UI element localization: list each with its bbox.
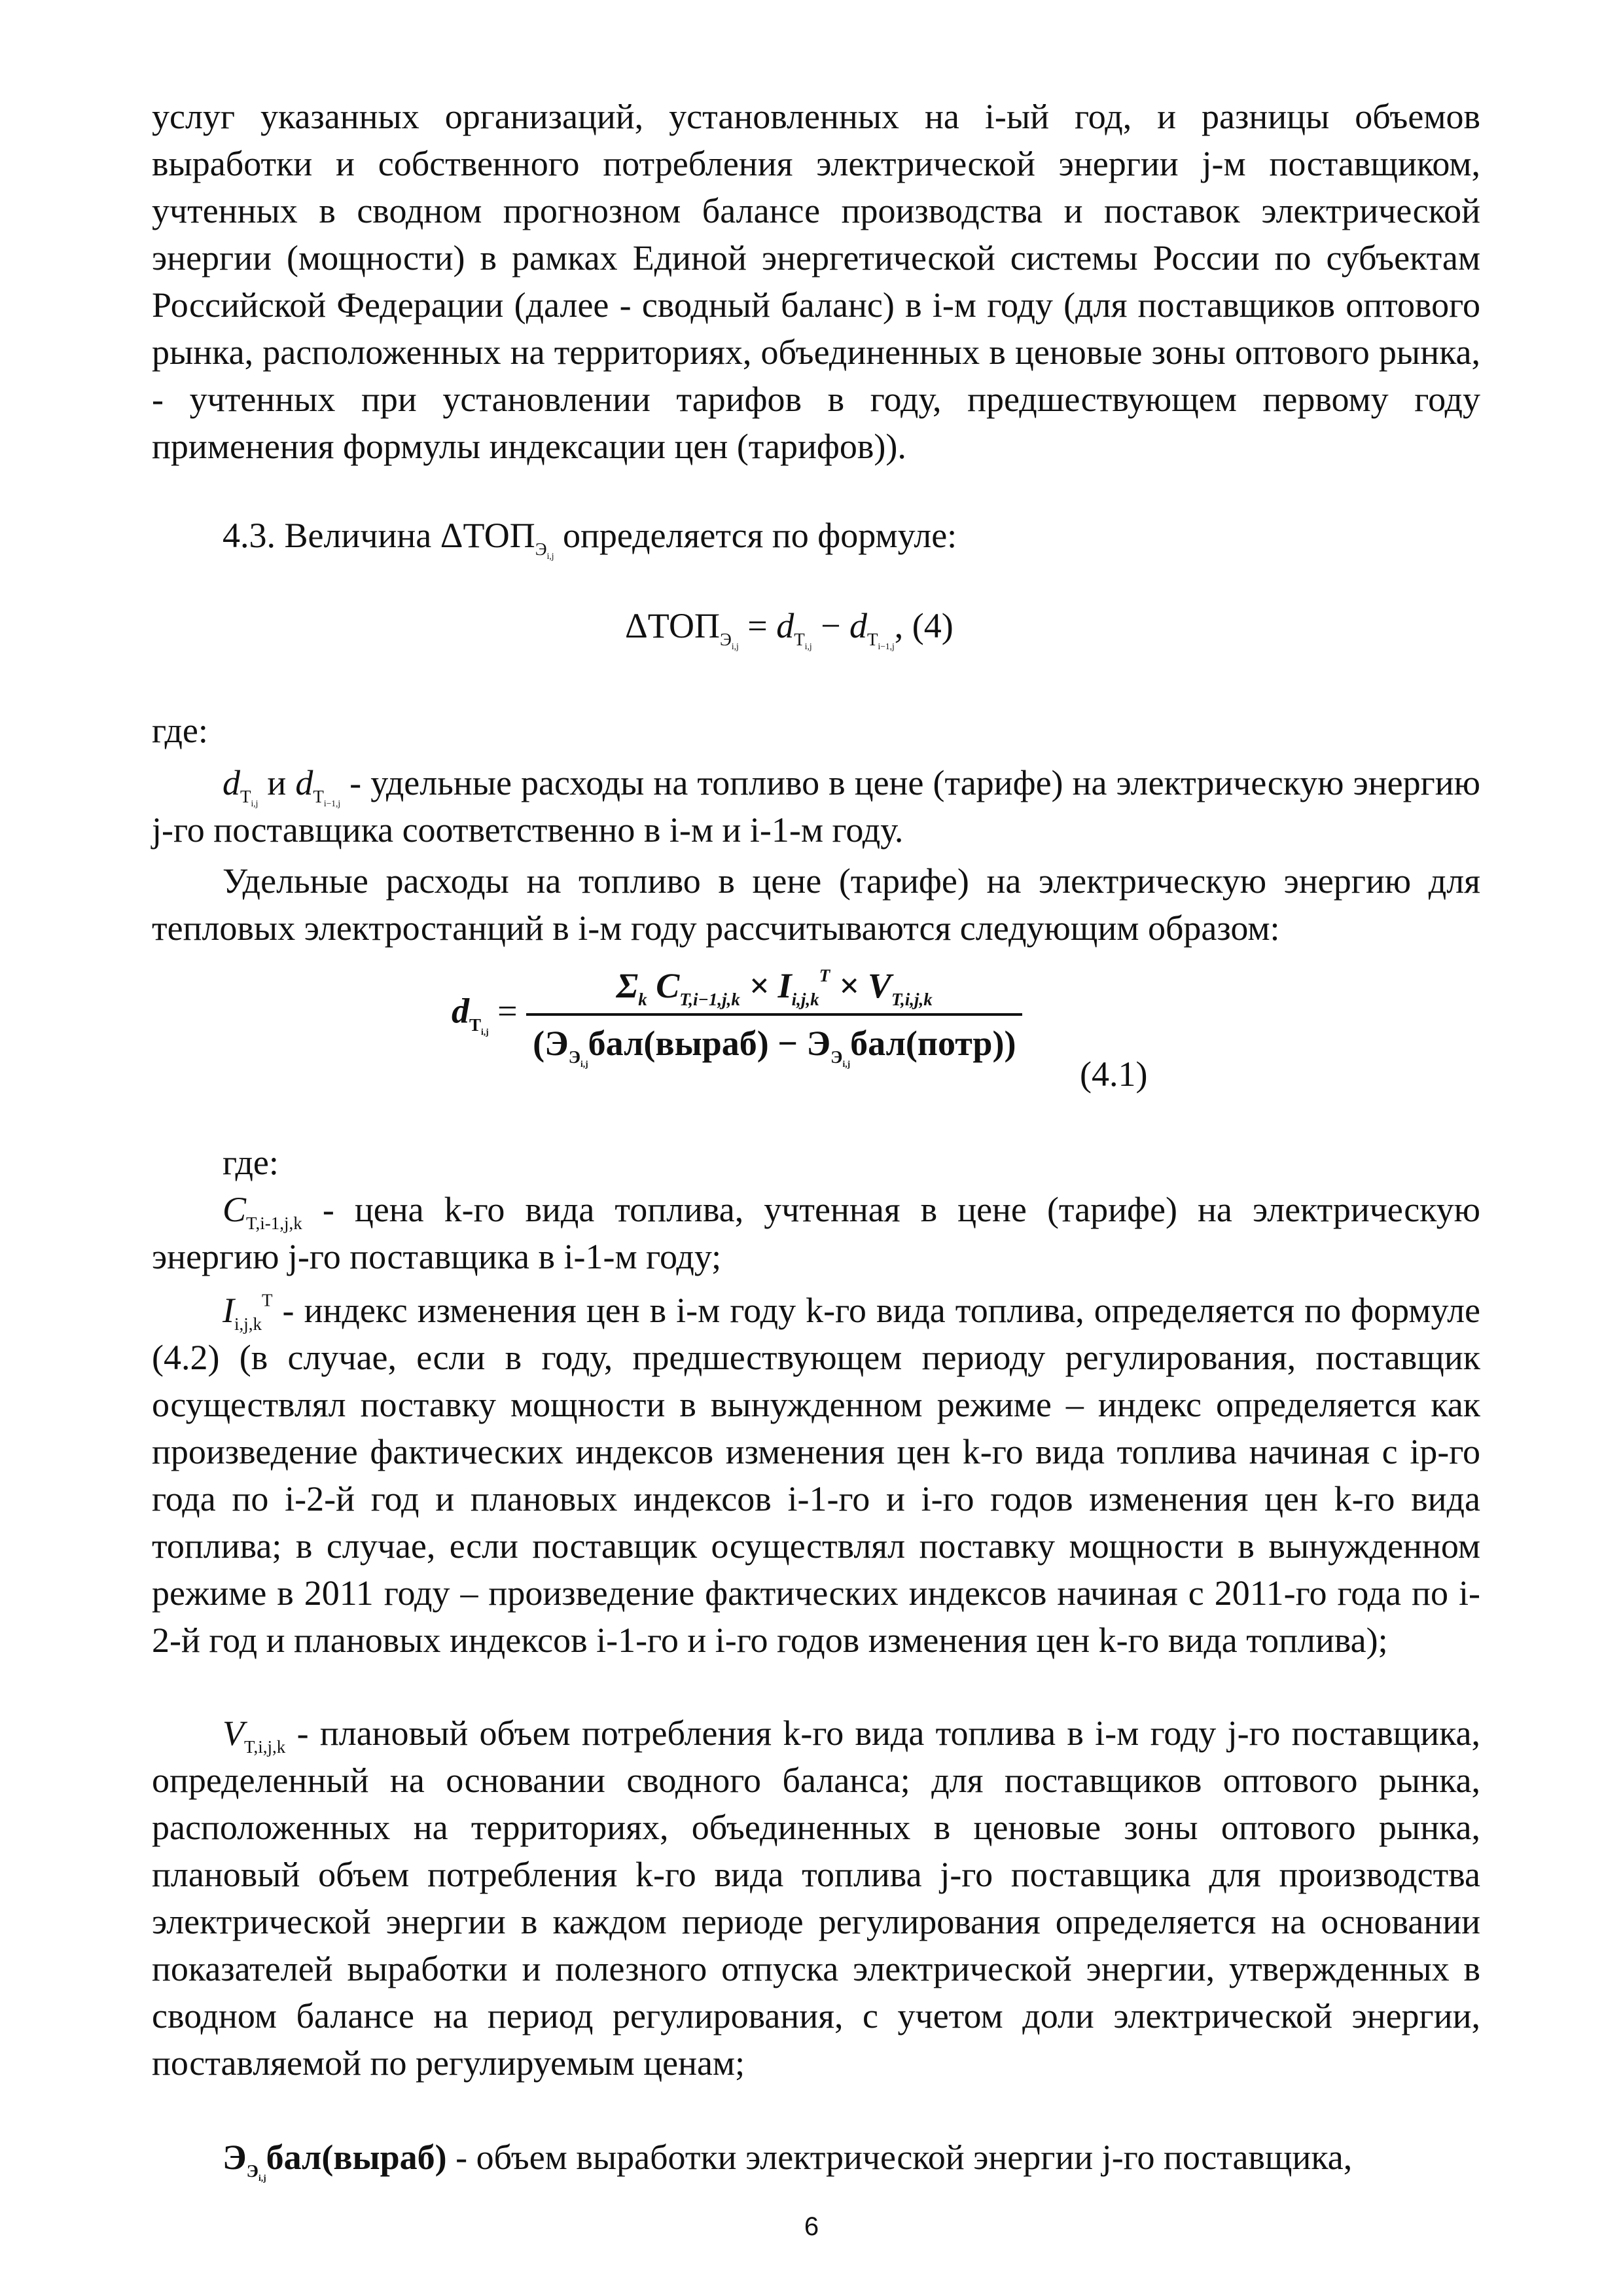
def-c-symbol: C (223, 1190, 247, 1229)
def-v-symbol: V (223, 1713, 244, 1753)
def-dt-sub1: i,j (251, 798, 259, 809)
f41-v-sub: T,i,j,k (891, 990, 933, 1010)
f41-den-sub2: Э (830, 1047, 843, 1067)
def-dt-t2: Т (313, 787, 324, 807)
p43-subsub: i,j (546, 551, 554, 562)
f41-label: (4.1) (1080, 1054, 1148, 1094)
paragraph-specific-costs (152, 857, 1480, 952)
def-v-sub: T,i,j,k (244, 1737, 286, 1757)
formula-4-1 (452, 962, 1022, 1093)
def-dt-text: - удельные расходы на топливо в цене (тарифе) на электрическую энергию j-го поставщика соответственно в i-м и i-1-м году. (152, 763, 1481, 850)
f41-den-bal1: бал(выраб) − Э (588, 1024, 831, 1063)
f41-i-sup: T (819, 965, 830, 986)
where-label-1 (152, 707, 1480, 754)
paragraph-intro (152, 93, 1480, 470)
def-i-sub: i,j,k (234, 1314, 262, 1335)
definition-i (152, 1287, 1480, 1664)
f41-lhs-subsub: i,j (481, 1026, 489, 1037)
f4-eq: = (738, 606, 777, 645)
f4-lhs-subsub: i,j (731, 641, 739, 652)
f4-t1: Т (794, 630, 805, 650)
f41-c: C (647, 966, 680, 1005)
f4-t2: Т (867, 630, 878, 650)
def-dt-sub2: i−1,j (323, 798, 341, 809)
def-e-symbol: Э (223, 2138, 247, 2177)
f41-sigma: Σ (616, 966, 639, 1005)
page-number: 6 (804, 2212, 819, 2241)
def-c-sub: T,i-1,j,k (246, 1213, 302, 1234)
def-e-sub: Э (246, 2161, 259, 2181)
def-dt-symbol2: d (295, 763, 313, 802)
def-dt-t1: Т (240, 787, 251, 807)
f41-fraction (526, 962, 1022, 1067)
f41-numerator (526, 962, 1022, 1016)
definition-c (152, 1186, 1480, 1280)
p43-sub: Э (535, 539, 547, 560)
f4-lhs-sub: Э (720, 630, 732, 650)
f41-den-open: (Э (533, 1024, 569, 1063)
f41-den-subsub2: i,j (842, 1059, 851, 1069)
p43-text-after: определяется по формуле: (554, 516, 957, 555)
definition-dt (152, 759, 1480, 853)
def-c-text: - цена k-го вида топлива, учтенная в цене (тарифе) на электрическую энергию j-го поставщика в i-1-м году; (152, 1190, 1480, 1276)
specific-costs-text: Удельные расходы на топливо в цене (тарифе) на электрическую энергию для тепловых электростанций в i-м году рассчитываются следующим образом: (152, 861, 1480, 948)
f4-idx2: i−1,j (878, 641, 895, 652)
p43-text-before: 4.3. Величина ΔТОП (223, 516, 535, 555)
def-dt-conj: и (258, 763, 296, 802)
f41-den-subsub1: i,j (580, 1059, 588, 1069)
def-e-subsub: i,j (258, 2173, 266, 2183)
f41-den-sub1: Э (568, 1047, 581, 1067)
f41-lhs-sub: T (469, 1014, 482, 1035)
where-label-2 (152, 1139, 1480, 1186)
def-i-text: - индекс изменения цен в i-м году k-го вида топлива, определяется по формуле (4.2) (в случае, если в году, предшествующем периоду регулирования, поставщик осуществлял поставку мощности в вынужденном режиме – индекс определяется как произведение фактических индексов изменения цен k-го вида топлива начиная с iр-го года по i-2-й год и плановых индексов i-1-го и i-го годов изменения цен k-го вида топлива; в случае, если поставщик осуществлял поставку мощности в вынужденном режиме в 2011 году – произведение фактических индексов начиная с 2011-го года по i-2-й год и плановых индексов i-1-го и i-го годов изменения цен k-го вида топлива); (152, 1291, 1480, 1660)
def-i-symbol: I (223, 1291, 234, 1330)
formula-4 (625, 602, 954, 652)
f41-c-sub: T,i−1,j,k (679, 990, 740, 1010)
def-v-text: - плановый объем потребления k-го вида топлива в i-м году j-го поставщика, определенный на основании сводного баланса; для поставщиков оптового рынка, расположенных на территориях, объединенных в ценовые зоны оптового рынка, плановый объем потребления k-го вида топлива j-го поставщика для производства электрической энергии в каждом периоде регулирования определяется на основании показателей выработки и полезного отпуска электрической энергии, утвержденных в сводном балансе на период регулирования, с учетом доли электрической энергии, поставляемой по регулируемым ценам; (152, 1713, 1480, 2083)
f4-d2: d (849, 606, 868, 645)
f41-v: × V (830, 966, 891, 1005)
f4-d1: d (776, 606, 794, 645)
paragraph-intro-text: услуг указанных организаций, установленных на i-ый год, и разницы объемов выработки и собственного потребления электрической энергии j-м поставщиком, учтенных в сводном прогнозном балансе производства и поставок электрической энергии (мощности) в рамках Единой энергетической системы России по субъектам Российской Федерации (далее - сводный баланс) в i-м году (для поставщиков оптового рынка, расположенных на территориях, объединенных в ценовые зоны оптового рынка, - учтенных при установлении тарифов в году, предшествующем первому году применения формулы индексации цен (тарифов)). (152, 97, 1480, 466)
f41-denominator (526, 1016, 1022, 1067)
def-e-label: бал(выраб) (266, 2138, 447, 2177)
def-dt-symbol1: d (223, 763, 240, 802)
f4-idx1: i,j (804, 641, 812, 652)
formula-4-1-label (1080, 1050, 1147, 1098)
f41-den-bal2: бал(потр)) (850, 1024, 1016, 1063)
def-e-text: - объем выработки электрической энергии j-го поставщика, (446, 2138, 1353, 2177)
f41-i-sub: i,j,k (791, 990, 819, 1010)
definition-e (152, 2134, 1480, 2181)
f41-sigma-k: k (638, 990, 647, 1010)
f41-eq: = (488, 991, 527, 1031)
f41-i: × I (740, 966, 792, 1005)
where-1-text: где: (152, 711, 208, 750)
f41-lhs-d: d (452, 991, 469, 1031)
f4-label: , (4) (894, 606, 954, 645)
f4-minus: − (812, 606, 850, 645)
where-2-text: где: (223, 1143, 279, 1182)
paragraph-4-3 (152, 512, 1480, 562)
f4-lhs: ΔТОП (625, 606, 720, 645)
definition-v (152, 1710, 1480, 2087)
def-i-sup: T (262, 1290, 273, 1310)
